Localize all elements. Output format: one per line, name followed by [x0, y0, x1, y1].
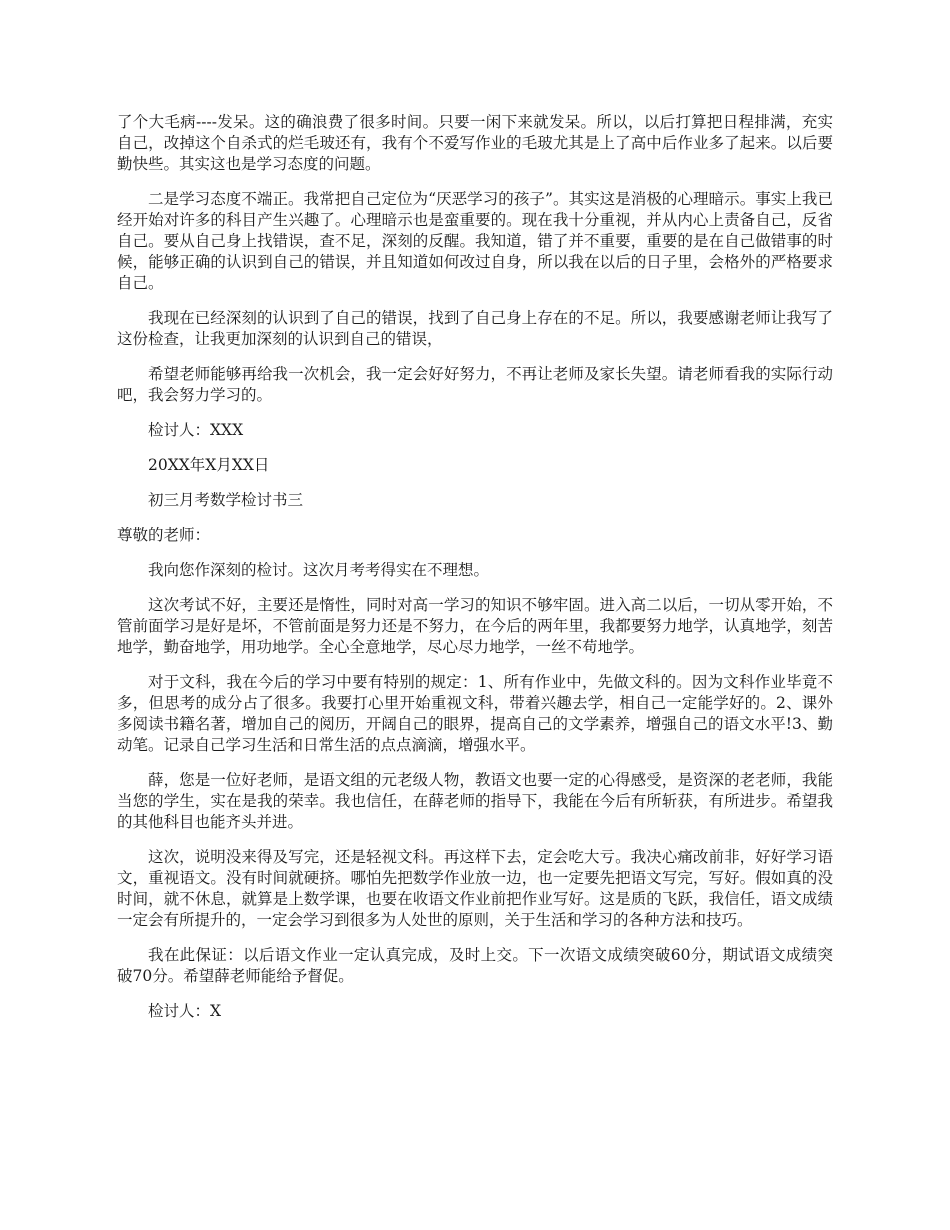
paragraph-plan: 对于文科，我在今后的学习中要有特别的规定：1、所有作业中，先做文科的。因为文科作业毕竟不多，但思考的成分占了很多。我要打心里开始重视文科，带着兴趣去学，相自己一定能学好的。2、课外多阅读书籍名著，增加自己的阅历，开阔自己的眼界，提高自己的文学素养，增强自己的语文水平!3、勤动笔。记录自己学习生活和日常生活的点点滴滴，增强水平。: [117, 673, 833, 754]
date-line: 20XX年X月XX日: [148, 456, 270, 474]
paragraph-continued: 了个大毛病----发呆。这的确浪费了很多时间。只要一闲下来就发呆。所以，以后打算把日程排满，充实自己，改掉这个自杀式的烂毛玻还有，我有个不爱写作业的毛玻尤其是上了高中后作业多了起来。以后要勤快些。其实这也是学习态度的问题。: [117, 113, 833, 173]
section-title: 初三月考数学检讨书三: [148, 491, 304, 509]
salutation: 尊敬的老师：: [117, 526, 211, 544]
signature-line: 检讨人：XXX: [148, 421, 244, 439]
paragraph-promise: 我在此保证：以后语文作业一定认真完成，及时上交。下一次语文成绩突破60分，期试语文成绩突破70分。希望薛老师能给予督促。: [117, 946, 833, 985]
signature-line-2: 检讨人：X: [148, 1002, 222, 1020]
paragraph-intro: 我向您作深刻的检讨。这次月考考得实在不理想。: [148, 561, 490, 579]
paragraph-resolve: 这次，说明没来得及写完，还是轻视文科。再这样下去，定会吃大亏。我决心痛改前非，好好学习语文，重视语文。没有时间就硬挤。哪怕先把数学作业放一边，也一定要先把语文写完，写好。假如真的没时间，就不休息，就算是上数学课，也要在收语文作业前把作业写好。这是质的飞跃，我信任，语文成绩一定会有所提升的，一定会学习到很多为人处世的原则，关于生活和学习的各种方法和技巧。: [117, 848, 833, 929]
paragraph-attitude: 二是学习态度不端正。我常把自己定位为“厌恶学习的孩子”。其实这是消极的心理暗示。事实上我已经开始对许多的科目产生兴趣了。心理暗示也是蛮重要的。现在我十分重视，并从内心上责备自己，反省自己。要从自己身上找错误，查不足，深刻的反醒。我知道，错了并不重要，重要的是在自己做错事的时候，能够正确的认识到自己的错误，并且知道如何改过自身，所以我在以后的日子里，会格外的严格要求自己。: [117, 190, 833, 292]
paragraph-hope: 希望老师能够再给我一次机会，我一定会好好努力，不再让老师及家长失望。请老师看我的实际行动吧，我会努力学习的。: [117, 365, 833, 404]
paragraph-recognition: 我现在已经深刻的认识到了自己的错误，找到了自己身上存在的不足。所以，我要感谢老师让我写了这份检查，让我更加深刻的认识到自己的错误，: [117, 309, 833, 348]
paragraph-teacher: 薛，您是一位好老师，是语文组的元老级人物，教语文也要一定的心得感受，是资深的老老师，我能当您的学生，实在是我的荣幸。我也信任，在薛老师的指导下，我能在今后有所斩获，有所进步。希望我的其他科目也能齐头并进。: [117, 771, 833, 831]
paragraph-reason: 这次考试不好，主要还是惰性，同时对高一学习的知识不够牢固。进入高二以后，一切从零开始，不管前面学习是好是坏，不管前面是努力还是不努力，在今后的两年里，我都要努力地学，认真地学，刻苦地学，勤奋地学，用功地学。全心全意地学，尽心尽力地学，一丝不苟地学。: [117, 596, 833, 656]
document-body: [117, 112, 833, 1036]
